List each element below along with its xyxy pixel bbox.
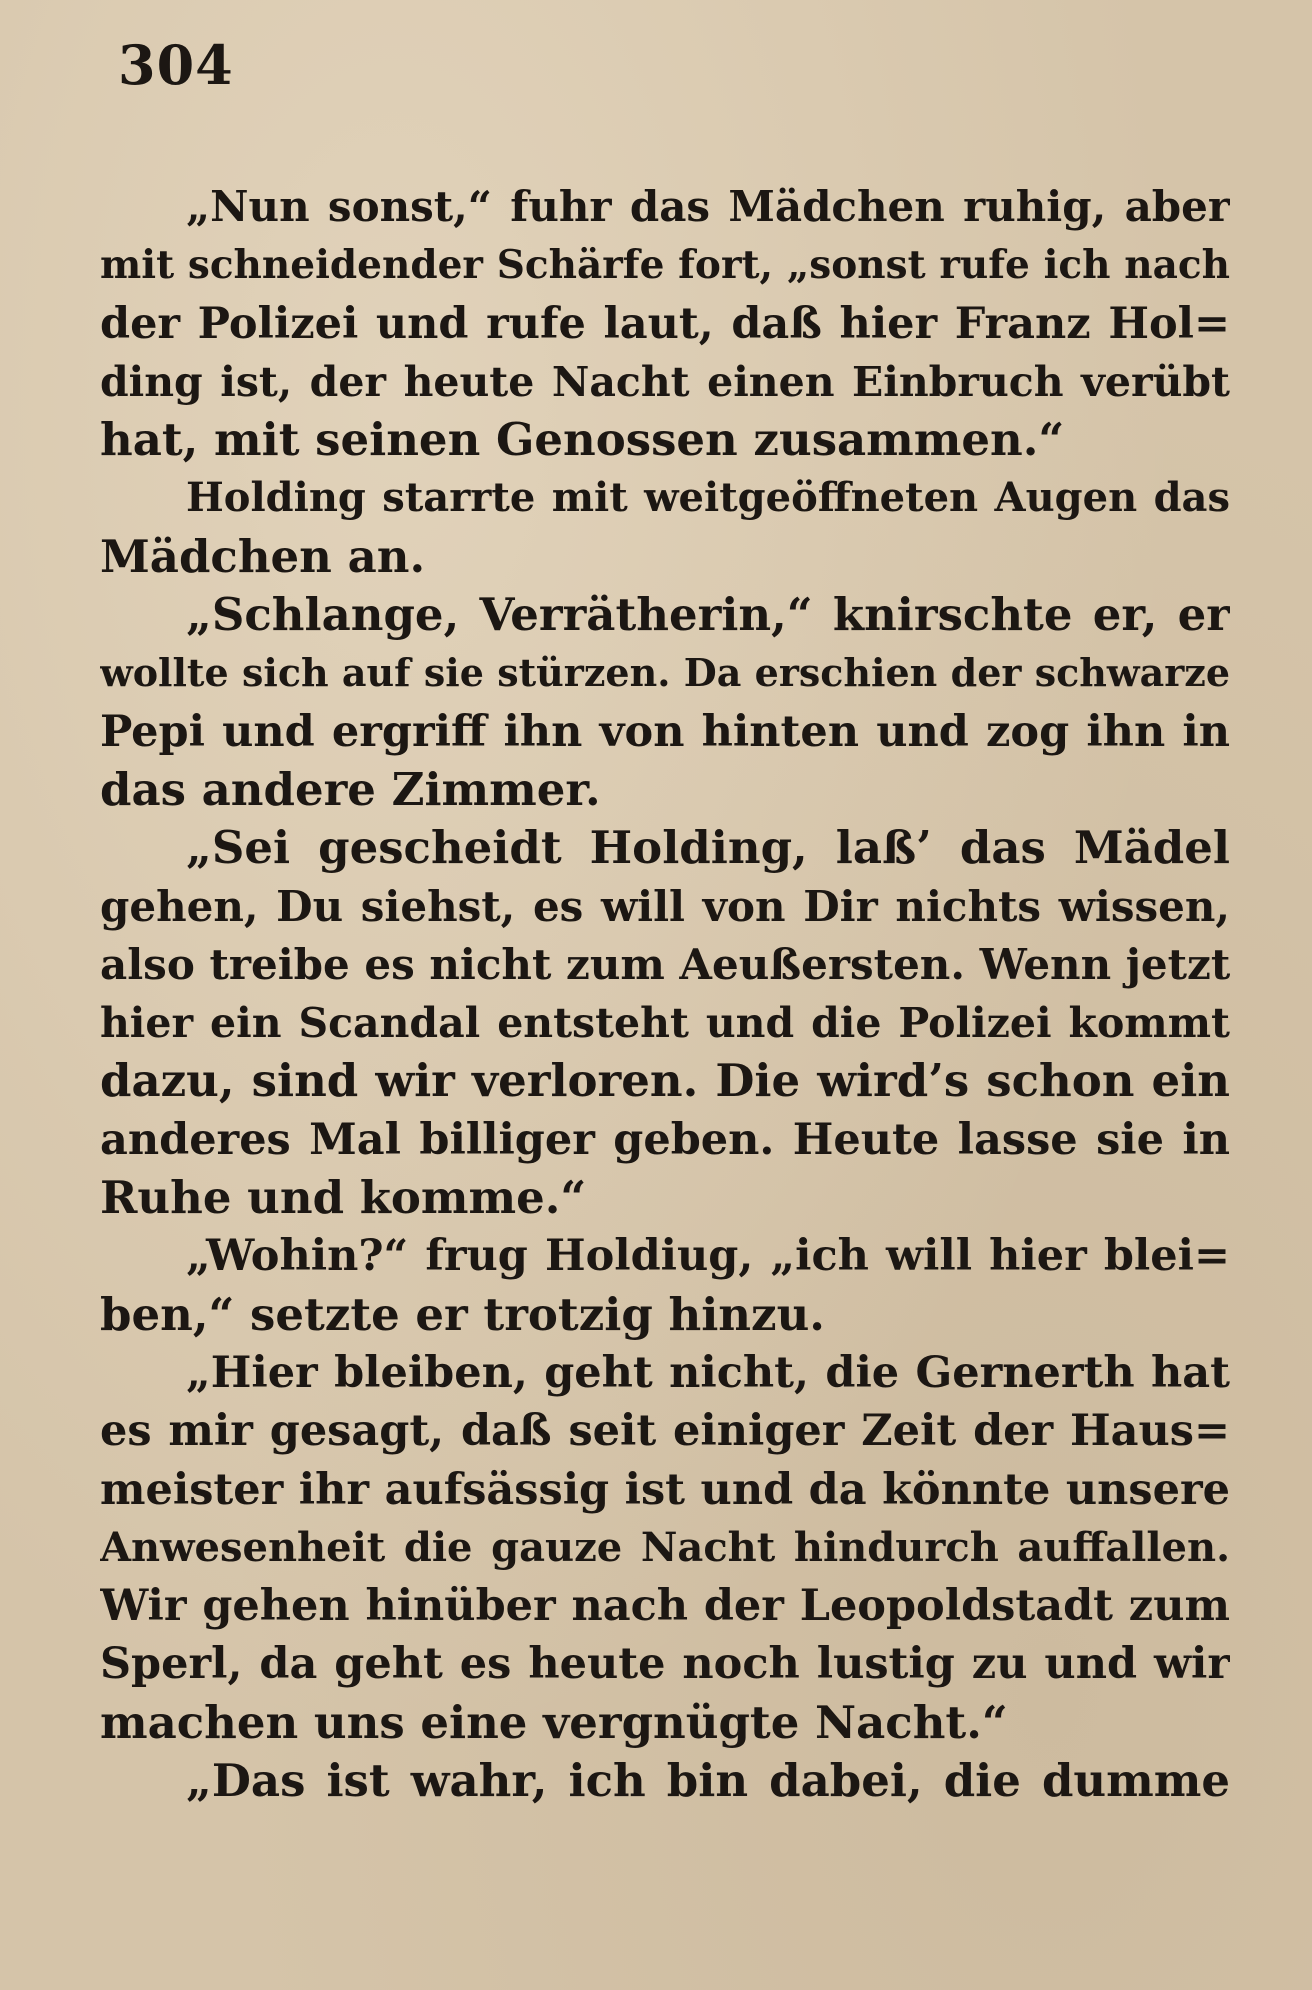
text-line: Holding starrte mit weitgeöffneten Augen das bbox=[186, 474, 1230, 522]
body-text bbox=[100, 178, 1230, 1810]
text-line: „Schlange, Verrätherin,“ knirschte er, er bbox=[186, 588, 1230, 642]
text-line: Sperl, da geht es heute noch lustig zu und wir bbox=[100, 1639, 1230, 1690]
text-line: ding ist, der heute Nacht einen Einbruch verübt bbox=[100, 357, 1230, 406]
text-line: wollte sich auf sie stürzen. Da erschien der schwarze bbox=[100, 650, 1230, 696]
page-number: 304 bbox=[118, 33, 234, 97]
text-line: der Polizei und rufe laut, daß hier Franz Hol= bbox=[100, 298, 1230, 349]
text-line: Mädchen an. bbox=[100, 529, 426, 583]
text-line: ben,“ setzte er trotzig hinzu. bbox=[100, 1287, 825, 1341]
text-line: machen uns eine vergnügte Nacht.“ bbox=[100, 1695, 1008, 1749]
text-line: anderes Mal billiger geben. Heute lasse sie in bbox=[100, 1114, 1230, 1165]
text-line: gehen, Du siehst, es will von Dir nichts wissen, bbox=[100, 881, 1230, 931]
text-line: Anwesenheit die gauze Nacht hindurch auffallen. bbox=[100, 1523, 1230, 1571]
text-line: „Das ist wahr, ich bin dabei, die dumme bbox=[186, 1754, 1230, 1808]
text-line: also treibe es nicht zum Aeußersten. Wenn jetzt bbox=[100, 939, 1230, 989]
text-line: „Wohin?“ frug Holdiug, „ich will hier blei= bbox=[186, 1231, 1230, 1282]
text-line: Ruhe und komme.“ bbox=[100, 1171, 587, 1225]
text-line: dazu, sind wir verloren. Die wird’s schon ein bbox=[100, 1054, 1230, 1108]
text-line: das andere Zimmer. bbox=[100, 762, 601, 816]
text-line: „Nun sonst,“ fuhr das Mädchen ruhig, aber bbox=[186, 182, 1230, 231]
text-line: „Sei gescheidt Holding, laß’ das Mädel bbox=[186, 821, 1230, 875]
text-line: „Hier bleiben, geht nicht, die Gernerth hat bbox=[186, 1347, 1230, 1398]
text-line: Wir gehen hinüber nach der Leopoldstadt zum bbox=[100, 1581, 1230, 1632]
text-line: es mir gesagt, daß seit einiger Zeit der Haus= bbox=[100, 1406, 1230, 1457]
text-line: hier ein Scandal entsteht und die Polizei kommt bbox=[100, 999, 1230, 1048]
text-line: meister ihr aufsässig ist und da könnte unsere bbox=[100, 1464, 1230, 1515]
text-line: mit schneidender Schärfe fort, „sonst rufe ich nach bbox=[100, 242, 1230, 289]
text-line: hat, mit seinen Genossen zusammen.“ bbox=[100, 413, 1065, 467]
text-line: Pepi und ergriff ihn von hinten und zog ihn in bbox=[100, 706, 1230, 757]
